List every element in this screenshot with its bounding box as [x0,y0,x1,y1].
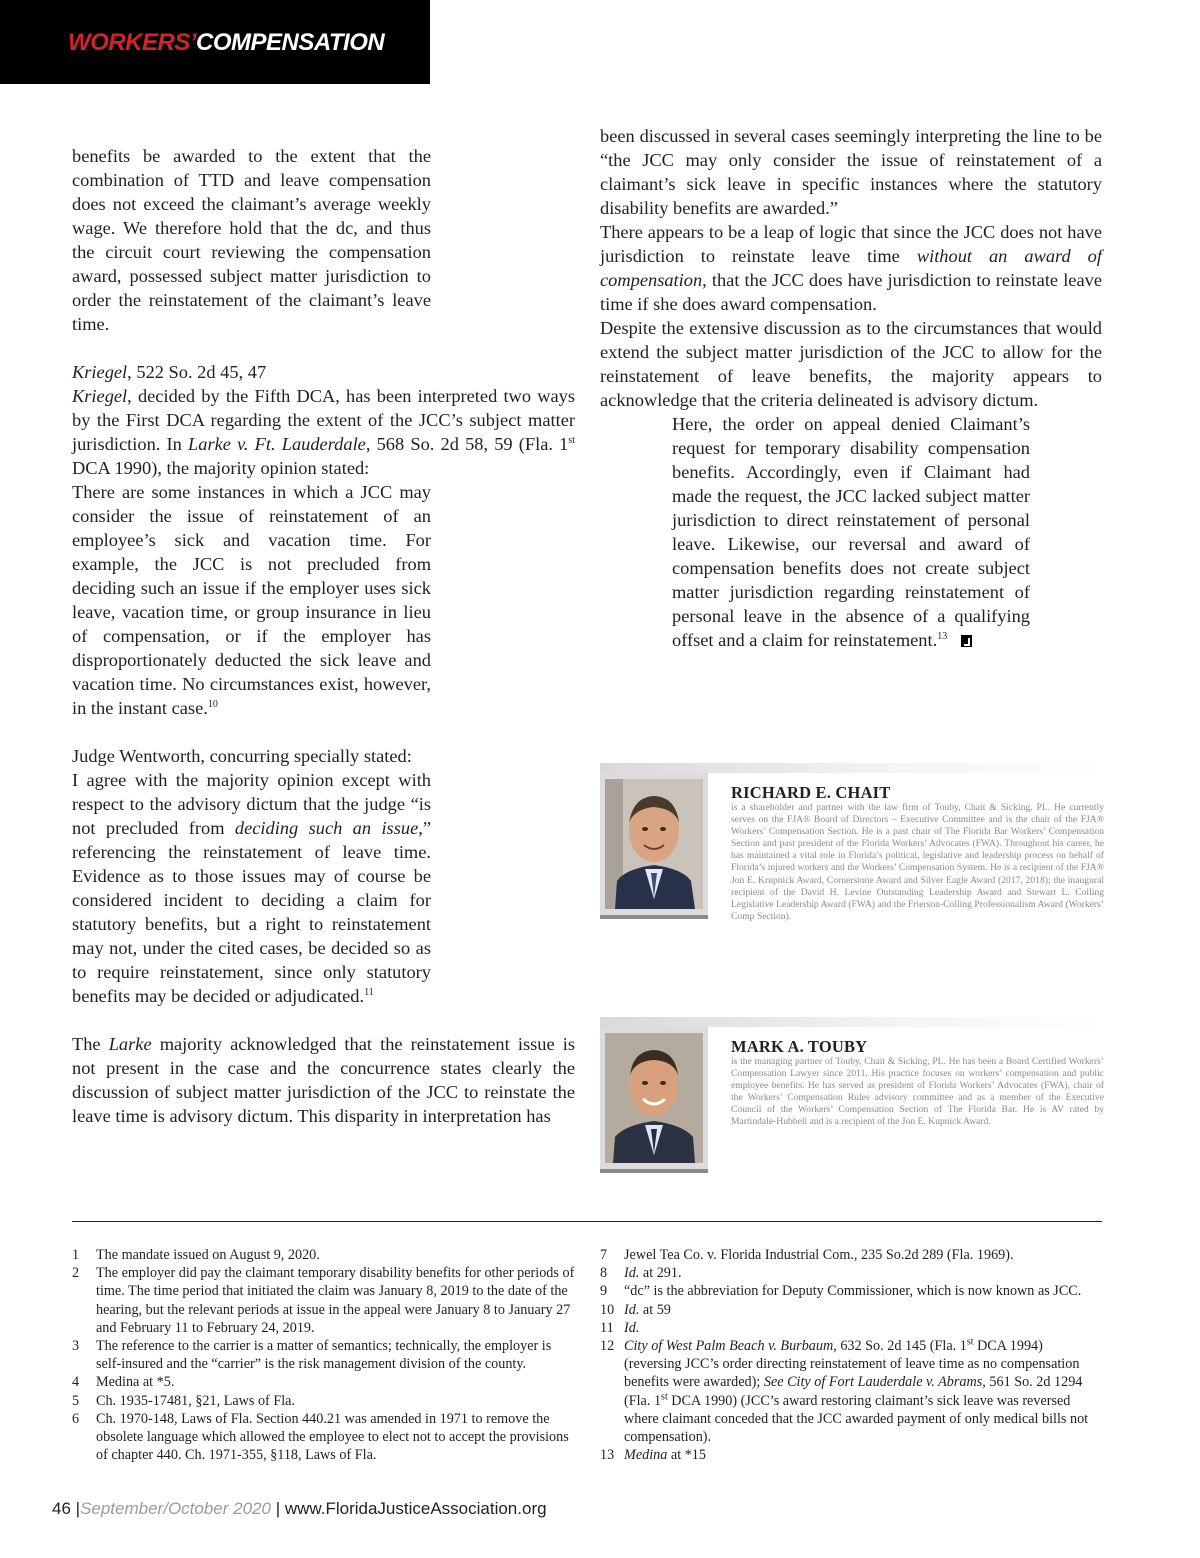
footnote-text-part: at *15 [667,1447,706,1464]
footnote-text: Ch. 1970-148, Laws of Fla. Section 440.21 was amended in 1971 to remove the obsolete language which allowed the employee to elect not to accept the provisions of chapter 440. Ch. 1971-355, §118, Laws of Fla. [96,1410,569,1464]
footnote-number: 13 [600,1447,615,1464]
footnote [600,1246,1102,1264]
footnote [72,1392,575,1410]
footnote-text [624,1264,1102,1282]
footnote-emphasis: See City of Fort Lauderdale v. Abrams [763,1374,983,1391]
block-quote-kriegel: benefits be awarded to the extent that the combination of TTD and leave compensation does not exceed the claimant’s average weekly wage. We therefore hold that the dc, and thus the circuit court reviewing the compensation award, possessed subject matter jurisdiction to order the reinstatement of the claimant’s leave time. [72,146,431,334]
case-name: Kriegel [72,386,128,406]
author-photo-touby [605,1033,703,1163]
footnote-text-part: , 632 So. 2d 145 (Fla. 1 [833,1338,967,1355]
footnote-text: “dc” is the abbreviation for Deputy Commissioner, which is now known as JCC. [624,1283,1082,1300]
block-quote-order-on-appeal [672,412,1030,652]
section-title-word1: WORKERS’ [68,29,196,56]
footnote-number: 9 [600,1283,608,1300]
footnote-text [624,1337,1102,1446]
ordinal-superscript: st [966,1336,974,1348]
footnote-number: 3 [72,1338,80,1355]
paragraph-text: , that the JCC does have jurisdiction to reinstate leave time if she does award compensation. [600,270,1102,314]
paragraph-text: majority acknowledged that the reinstatement issue is not present in the case and the concurrence states clearly the discussion of subject matter jurisdiction of the JCC to reinstate the leave time is advisory dictum. This disparity in interpretation has [72,1034,575,1126]
case-name: Larke v. Ft. Lauderdale [188,434,366,454]
citation-kriegel [72,360,575,384]
footnote-number: 6 [72,1410,80,1427]
author-name: RICHARD E. CHAIT [731,783,891,802]
author-bio-touby [600,1017,1102,1167]
quote-emphasis: deciding such an issue [234,818,419,838]
footnote-number: 8 [600,1265,608,1282]
block-quote-wentworth [72,768,431,1008]
footnote-text: The mandate issued on August 9, 2020. [96,1247,320,1263]
citation-text: , 522 So. 2d 45, 47 [127,362,267,382]
footnote-number: 11 [600,1319,614,1336]
paragraph-text: The [72,1034,109,1054]
right-column [600,124,1102,652]
paragraph-advisory-dictum: Despite the extensive discussion as to the circumstances that would extend the subject matter jurisdiction of the JCC to allow for the reinstatement of leave benefits, the majority appears to acknowledge that the criteria delineated is advisory dictum. [600,318,1102,410]
footnote-emphasis: Id. [624,1319,640,1336]
footnote-text-part: , 561 So. 2d 1294 (Fla. 1 [624,1374,1083,1409]
author-photo-chait [605,779,703,909]
quote-text: Here, the order on appeal denied Claimant’s request for temporary disability compensation benefits. Accordingly, even if Claimant had made the request, the JCC lacked subject matter jurisdiction to direct reinstatement of personal leave. Likewise, our reversal and award of compensation benefits does not create subject matter jurisdiction regarding reinstatement of personal leave in the absence of a qualifying offset and a claim for reinstatement. [672,414,1030,650]
footnote-number: 2 [72,1265,80,1282]
page-number: 46 | [52,1499,81,1518]
footnote-emphasis: Medina [624,1447,668,1464]
case-name: Larke [108,1034,152,1054]
bio-band [600,763,1102,773]
footnote-text [624,1319,1102,1337]
footnote-number: 4 [72,1374,80,1391]
author-name: MARK A. TOUBY [731,1037,868,1056]
case-name: Kriegel [72,362,128,382]
paragraph-text: There appears to be a leap of logic that since the JCC does not have jurisdiction to reinstate leave time [600,222,1102,266]
end-of-article-icon [961,635,972,647]
quote-text: ,” referencing the reinstatement of leave time. Evidence as to those issues may of course be considered incident to deciding a claim for statutory benefits, but a right to reinstatement may not, under the cited cases, be decided so as to require reinstatement, since only statutory benefits may be decided or adjudicated. [72,818,431,1006]
footnotes-right [600,1246,1102,1464]
footnote-text-part: at 59 [639,1301,671,1318]
footnote-number: 12 [600,1338,615,1355]
quote-text: There are some instances in which a JCC may consider the issue of reinstatement of an employee’s sick and vacation time. For example, the JCC is not precluded from deciding such an issue if the employer uses sick leave, vacation time, or group insurance in lieu of compensation, or if the employer has disproportionately deducted the sick leave and vacation time. No circumstances exist, however, in the instant case. [72,482,431,718]
footnote [600,1301,1102,1319]
footnote-text [624,1301,1102,1319]
footnote-emphasis: Id. [624,1265,640,1282]
author-bio-text: is a shareholder and partner with the law firm of Touby, Chait & Sicking, PL. He currently serves on the FJA® Board of Directors – Executive Committee and is the chair of the FJA® Workers’ Compensation Section. He is a past chair of The Florida Bar Workers’ Compensation Section and past president of the Florida Workers’ Advocates (FWA). Throughout his career, he has maintained a vital role in Florida’s political, legislative and leadership process on behalf of Florida’s injured workers and the Workers’ Compensation System. He is a recipient of the FJA® Jon E. Krupnick Award, Cornerstone Award and Silver Eagle Award (2017, 2018); the inaugural recipient of the David H. Levine Outstanding Leadership Award and Stewart L. Colling Legislative Leadership Award (FWA) and the Frierson-Colling Professionalism Award (Workers’ Comp Section). [731,802,1104,922]
footnote [600,1337,1102,1446]
footnote-text: The employer did pay the claimant temporary disability benefits for other periods of time. The time period that initiated the claim was January 8, 2019 to the date of the hearing, but the relevant periods at issue in the appeal were January 8 to January 27 and February 11 to February 24, 2019. [96,1265,575,1336]
footnote-text: Ch. 1935-17481, §21, Laws of Fla. [96,1392,296,1409]
bio-band [600,1017,1102,1027]
paragraph-continued: been discussed in several cases seemingly interpreting the line to be “the JCC may only consider the issue of reinstatement of a claimant’s sick leave in specific instances where the statutory disability benefits are awarded.” [600,126,1102,218]
page-footer [52,1499,547,1519]
paragraph-emphasis: without an award of compensation [600,246,1102,290]
author-bio-chait [600,763,1104,922]
ordinal-superscript: st [568,434,576,446]
footnote-text-part: at 291. [639,1265,682,1282]
paragraph-text: DCA 1990), the majority opinion stated: [72,458,370,478]
footnote-text: Medina at *5. [96,1374,175,1391]
section-title-word2: COMPENSATION [196,29,385,56]
footnote-emphasis: City of West Palm Beach v. Burbaum [624,1338,834,1355]
author-portrait-icon [605,779,703,909]
footnote-text [624,1446,1102,1464]
footnote-text: Jewel Tea Co. v. Florida Industrial Com., 235 So.2d 289 (Fla. 1969). [624,1247,1014,1263]
ordinal-superscript: st [661,1390,668,1402]
left-column [72,144,575,1128]
footnote [600,1319,1102,1337]
author-photo-frame [600,1027,708,1173]
footnote [72,1246,575,1264]
quote-text: I agree with the majority opinion except with respect to the advisory dictum that the judge “is not precluded from [72,770,431,838]
footnote-number: 1 [72,1247,80,1263]
website-url: www.FloridaJusticeAssociation.org [284,1499,547,1518]
paragraph-kriegel-interpretation [72,384,575,480]
footnotes-left [72,1246,575,1464]
paragraph-larke-disparity [72,1032,575,1128]
footnote [600,1264,1102,1282]
footnote [72,1373,575,1391]
section-header [0,0,430,84]
section-title [68,29,384,57]
footnote-ref: 13 [937,630,948,642]
issue-date: September/October 2020 [80,1499,271,1518]
footnote-number: 7 [600,1247,608,1263]
author-bio-text: is the managing partner of Touby, Chait & Sicking, PL. He has been a Board Certified Workers’ Compensation Lawyer since 2011. His practice focuses on workers’ compensation and public employee benefits. He has served as president of Florida Workers’ Advocates (FWA), chair of the Workers’ Compensation Rules advisory committee and as a member of the Executive Council of the Workers’ Compensation Section of The Florida Bar. He is AV rated by Martindale-Hubbell and is a recipient of the Jon E. Kupnick Award. [731,1056,1104,1128]
paragraph-text: , 568 So. 2d 58, 59 (Fla. 1 [365,434,569,454]
author-portrait-icon [605,1033,703,1163]
footnote [72,1337,575,1373]
footnote-divider [72,1221,1102,1222]
footnote-text-part: DCA 1990) (JCC’s award restoring claimant’s sick leave was reversed where claimant conceded that the JCC awarded payment of only medical bills not compensation). [624,1392,1089,1446]
paragraph-text: , decided by the Fifth DCA, has been interpreted two ways by the First DCA regarding the extent of the JCC’s subject matter jurisdiction. In [72,386,575,454]
footnote [600,1282,1102,1300]
footnote [72,1264,575,1337]
author-photo-frame [600,773,708,919]
footer-separator: | [270,1499,285,1518]
footnote-emphasis: Id. [624,1301,640,1318]
block-quote-larke-majority [72,480,431,720]
footnote [72,1410,575,1465]
footnote-number: 5 [72,1392,80,1409]
footnote-text-part: DCA 1994) (reversing JCC’s order directing reinstatement of leave time as no compensation benefits were awarded); [624,1338,1080,1391]
footnote-number: 10 [600,1301,615,1318]
paragraph-wentworth: Judge Wentworth, concurring specially stated: [72,746,412,766]
footnote [600,1446,1102,1464]
footnote-text: The reference to the carrier is a matter of semantics; technically, the employer is self-insured and the “carrier” is the risk management division of the county. [96,1338,552,1373]
paragraph-leap-of-logic [600,220,1102,316]
footnote-ref: 10 [207,698,218,710]
footnote-ref: 11 [364,986,374,998]
